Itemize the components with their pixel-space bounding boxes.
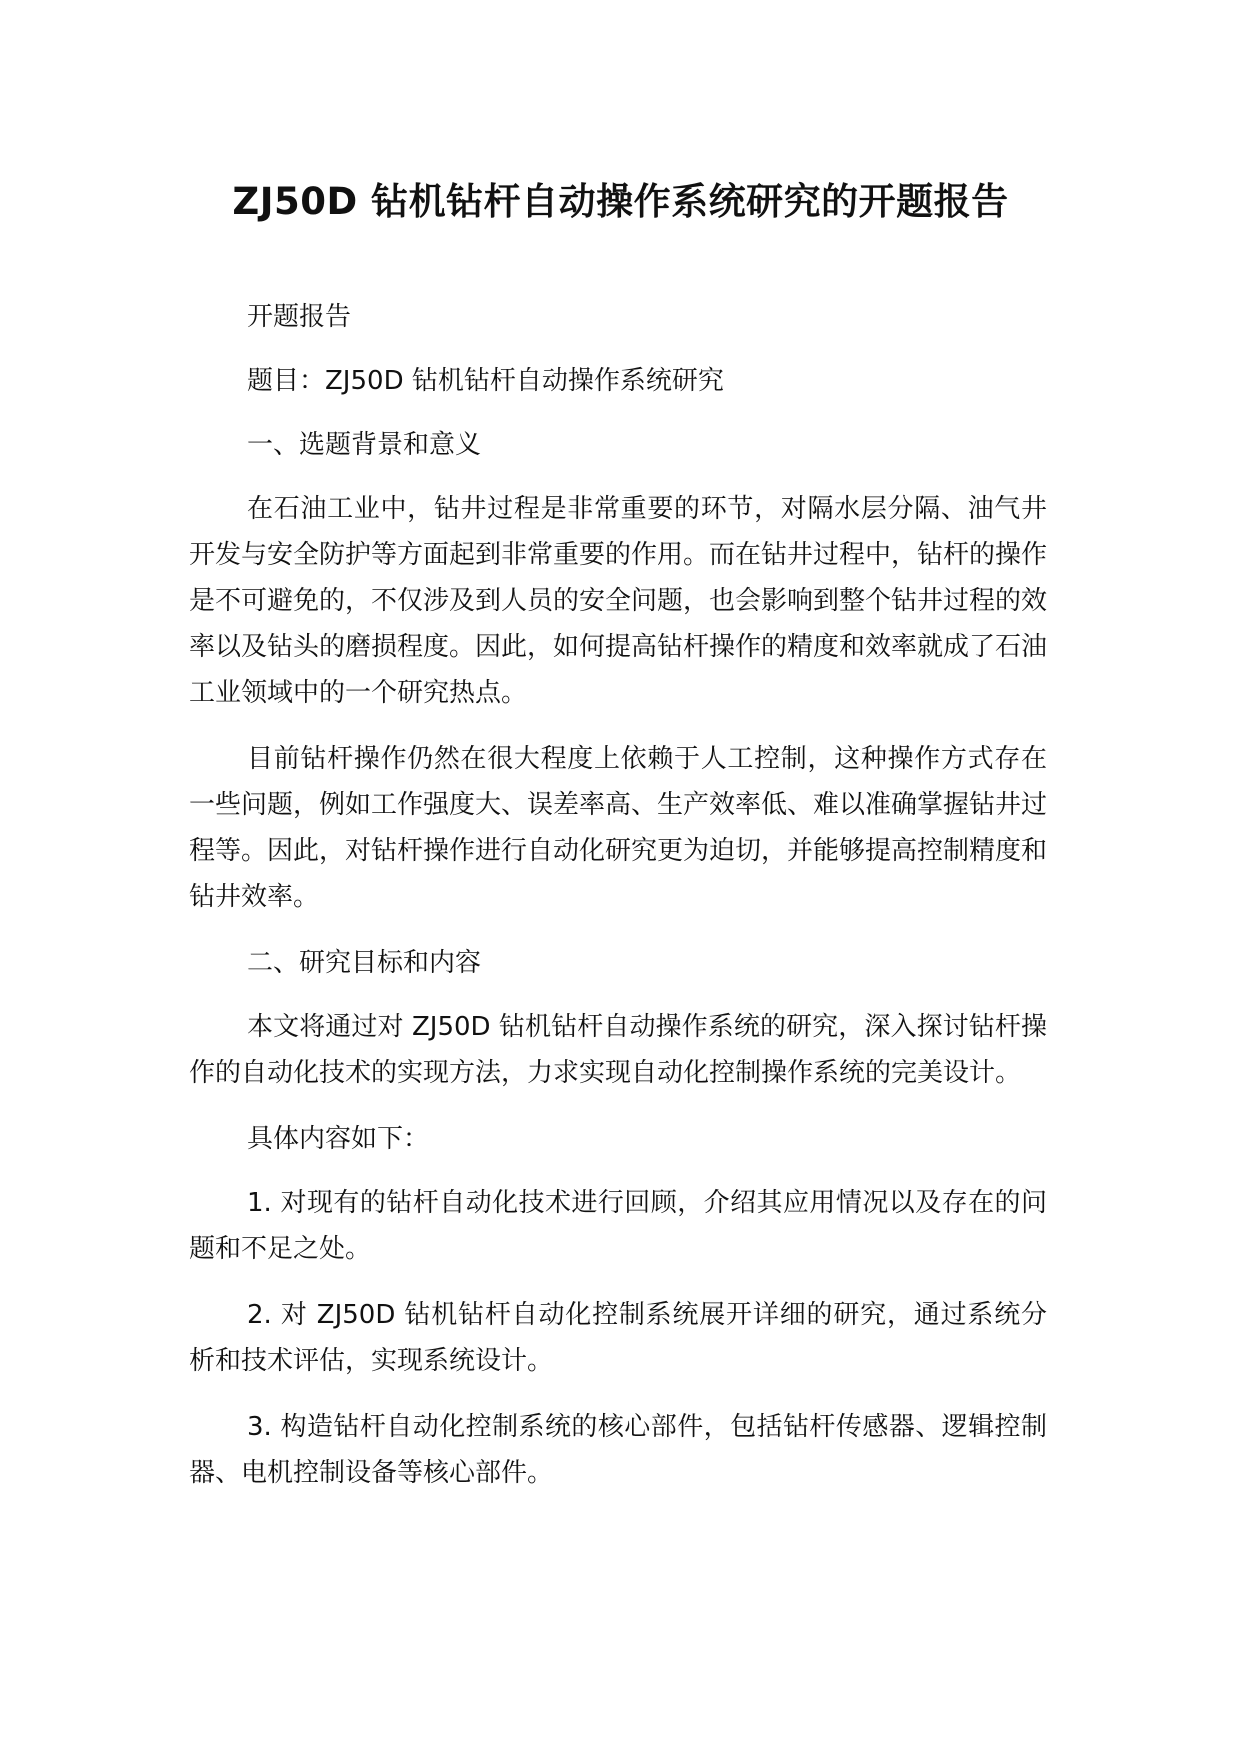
paragraph-goals: 本文将通过对 ZJ50D 钻机钻杆自动操作系统的研究，深入探讨钻杆操作的自动化技术的实现方法，力求实现自动化控制操作系统的完美设计。 [189, 1012, 1047, 1088]
paragraph-background-1: 在石油工业中，钻井过程是非常重要的环节，对隔水层分隔、油气井开发与安全防护等方面起到非常重要的作用。而在钻井过程中，钻杆的操作是不可避免的，不仅涉及到人员的安全问题，也会影响到整个钻井过程的效率以及钻头的磨损程度。因此，如何提高钻杆操作的精度和效率就成了石油工业领域中的一个研究热点。 [189, 494, 1048, 708]
document-title: ZJ50D 钻机钻杆自动操作系统研究的开题报告 [232, 180, 1009, 223]
section-heading-goals: 二、研究目标和内容 [247, 948, 482, 978]
list-item-1: 1. 对现有的钻杆自动化技术进行回顾，介绍其应用情况以及存在的问题和不足之处。 [189, 1188, 1047, 1264]
section-label: 开题报告 [247, 302, 352, 332]
list-item-2: 2. 对 ZJ50D 钻机钻杆自动化控制系统展开详细的研究，通过系统分析和技术评估，实现系统设计。 [189, 1300, 1047, 1376]
document-body [189, 294, 1047, 1516]
content-intro: 具体内容如下： [247, 1124, 430, 1154]
list-item-3: 3. 构造钻杆自动化控制系统的核心部件，包括钻杆传感器、逻辑控制器、电机控制设备等核心部件。 [189, 1412, 1047, 1488]
topic-line: 题目：ZJ50D 钻机钻杆自动操作系统研究 [247, 366, 724, 396]
paragraph-background-2: 目前钻杆操作仍然在很大程度上依赖于人工控制，这种操作方式存在一些问题，例如工作强度大、误差率高、生产效率低、难以准确掌握钻井过程等。因此，对钻杆操作进行自动化研究更为迫切，并能够提高控制精度和钻井效率。 [189, 744, 1048, 912]
section-heading-background: 一、选题背景和意义 [247, 430, 482, 460]
